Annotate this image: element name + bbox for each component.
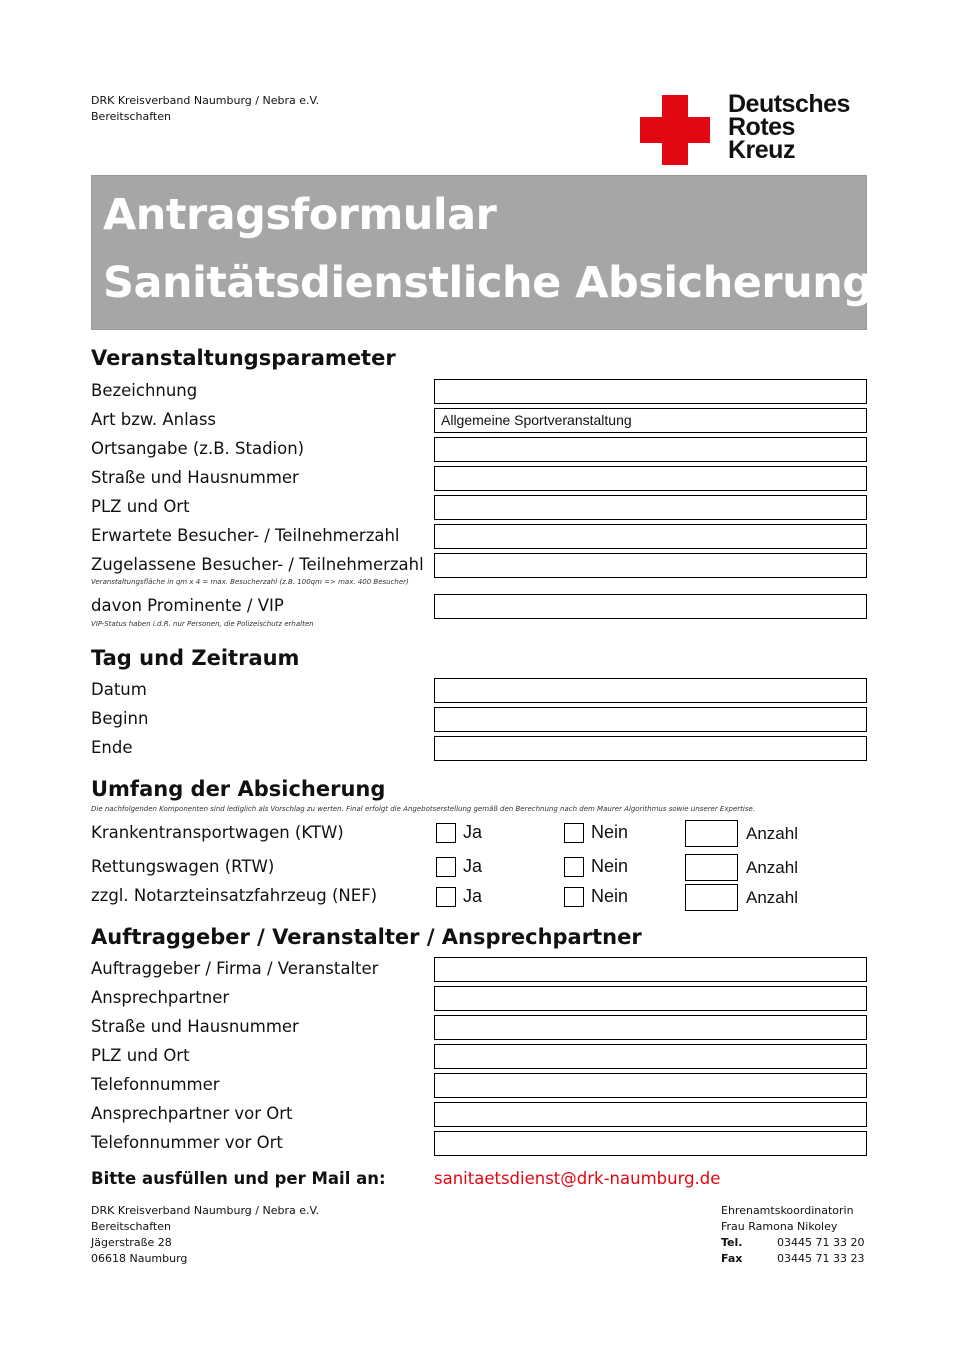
footer-fax: Fax 03445 71 33 23 <box>721 1252 865 1265</box>
event-location-input[interactable] <box>434 437 867 462</box>
vip-note: VIP-Status haben i.d.R. nur Personen, die Polizeischutz erhalten <box>91 620 314 628</box>
count-label: Anzahl <box>746 858 798 877</box>
org-unit: Bereitschaften <box>91 110 171 123</box>
form-title: Antragsformular <box>103 190 497 240</box>
start-time-input[interactable] <box>434 707 867 732</box>
yes-label: Ja <box>463 886 483 906</box>
vehicle-label-ktw: Krankentransportwagen (KTW) <box>91 823 344 842</box>
count-label: Anzahl <box>746 888 798 907</box>
footer-address: DRK Kreisverband Naumburg / Nebra e.V. Bereitschaften Jägerstraße 28 06618 Naumburg <box>91 1204 320 1265</box>
vehicle-label-nef: zzgl. Notarzteinsatzfahrzeug (NEF) <box>91 886 378 905</box>
section-heading-schedule: Tag und Zeitraum <box>91 646 300 670</box>
footer-phone: Tel. 03445 71 33 20 <box>721 1236 865 1249</box>
section-heading-event: Veranstaltungsparameter <box>91 346 396 370</box>
nef-count-input[interactable] <box>685 884 738 911</box>
ktw-count-input[interactable] <box>685 820 738 847</box>
count-label: Anzahl <box>746 824 798 843</box>
yes-label: Ja <box>463 822 483 842</box>
section-heading-client: Auftraggeber / Veranstalter / Ansprechpartner <box>91 925 642 949</box>
permitted-visitors-input[interactable] <box>434 553 867 578</box>
drk-logo <box>640 90 870 167</box>
capacity-note: Veranstaltungsfläche in qm x 4 = max. Besucherzahl (z.B. 100qm => max. 400 Besucher) <box>91 578 409 586</box>
event-name-input[interactable] <box>434 379 867 404</box>
event-city-input[interactable] <box>434 495 867 520</box>
ktw-yes-checkbox[interactable] <box>436 823 456 843</box>
field-label: Ortsangabe (z.B. Stadion) <box>91 439 305 458</box>
end-time-input[interactable] <box>434 736 867 761</box>
date-input[interactable] <box>434 678 867 703</box>
field-label: Telefonnummer vor Ort <box>91 1133 283 1152</box>
field-label: PLZ und Ort <box>91 497 190 516</box>
expected-visitors-input[interactable] <box>434 524 867 549</box>
submit-instruction: Bitte ausfüllen und per Mail an: <box>91 1169 386 1188</box>
rtw-count-input[interactable] <box>685 854 738 881</box>
org-name: DRK Kreisverband Naumburg / Nebra e.V. <box>91 94 320 107</box>
field-label: Bezeichnung <box>91 381 198 400</box>
nef-yes-checkbox[interactable] <box>436 887 456 907</box>
rtw-no-checkbox[interactable] <box>564 857 584 877</box>
field-label: Erwartete Besucher- / Teilnehmerzahl <box>91 526 400 545</box>
section-heading-coverage: Umfang der Absicherung <box>91 777 386 801</box>
vip-count-input[interactable] <box>434 594 867 619</box>
coverage-note: Die nachfolgenden Komponenten sind lediglich als Vorschlag zu werten. Final erfolgt die Angebotserstellung gemäß den Berechnung nach dem Maurer Algorithmus sowie unserer Expertise. <box>91 805 755 813</box>
event-type-input[interactable]: Allgemeine Sportveranstaltung <box>434 408 867 433</box>
client-company-input[interactable] <box>434 957 867 982</box>
no-label: Nein <box>591 856 629 876</box>
client-street-input[interactable] <box>434 1015 867 1040</box>
field-label: davon Prominente / VIP <box>91 596 284 615</box>
title-banner <box>91 175 873 330</box>
field-label: Beginn <box>91 709 149 728</box>
field-label: Straße und Hausnummer <box>91 1017 299 1036</box>
client-city-input[interactable] <box>434 1044 867 1069</box>
field-label: Ende <box>91 738 133 757</box>
field-label: Datum <box>91 680 147 699</box>
field-label: Telefonnummer <box>91 1075 220 1094</box>
organization-header <box>91 93 319 125</box>
rtw-yes-checkbox[interactable] <box>436 857 456 877</box>
logo-wordmark: Deutsches Rotes Kreuz <box>728 90 850 164</box>
no-label: Nein <box>591 822 629 842</box>
field-label: PLZ und Ort <box>91 1046 190 1065</box>
event-street-input[interactable] <box>434 466 867 491</box>
field-label: Straße und Hausnummer <box>91 468 299 487</box>
field-label: Art bzw. Anlass <box>91 410 217 429</box>
ktw-no-checkbox[interactable] <box>564 823 584 843</box>
field-label: Zugelassene Besucher- / Teilnehmerzahl <box>91 555 424 574</box>
field-label: Ansprechpartner <box>91 988 230 1007</box>
field-label: Auftraggeber / Firma / Veranstalter <box>91 959 379 978</box>
form-subtitle: Sanitätsdienstliche Absicherung <box>103 258 873 308</box>
email-link[interactable]: sanitaetsdienst@drk-naumburg.de <box>434 1169 721 1188</box>
client-phone-input[interactable] <box>434 1073 867 1098</box>
nef-no-checkbox[interactable] <box>564 887 584 907</box>
no-label: Nein <box>591 886 629 906</box>
client-contact-input[interactable] <box>434 986 867 1011</box>
footer-contact: Ehrenamtskoordinatorin Frau Ramona Nikoley Tel. 03445 71 33 20 Fax 03445 71 33 23 <box>721 1204 865 1265</box>
onsite-phone-input[interactable] <box>434 1131 867 1156</box>
vehicle-label-rtw: Rettungswagen (RTW) <box>91 857 275 876</box>
yes-label: Ja <box>463 856 483 876</box>
field-label: Ansprechpartner vor Ort <box>91 1104 293 1123</box>
onsite-contact-input[interactable] <box>434 1102 867 1127</box>
